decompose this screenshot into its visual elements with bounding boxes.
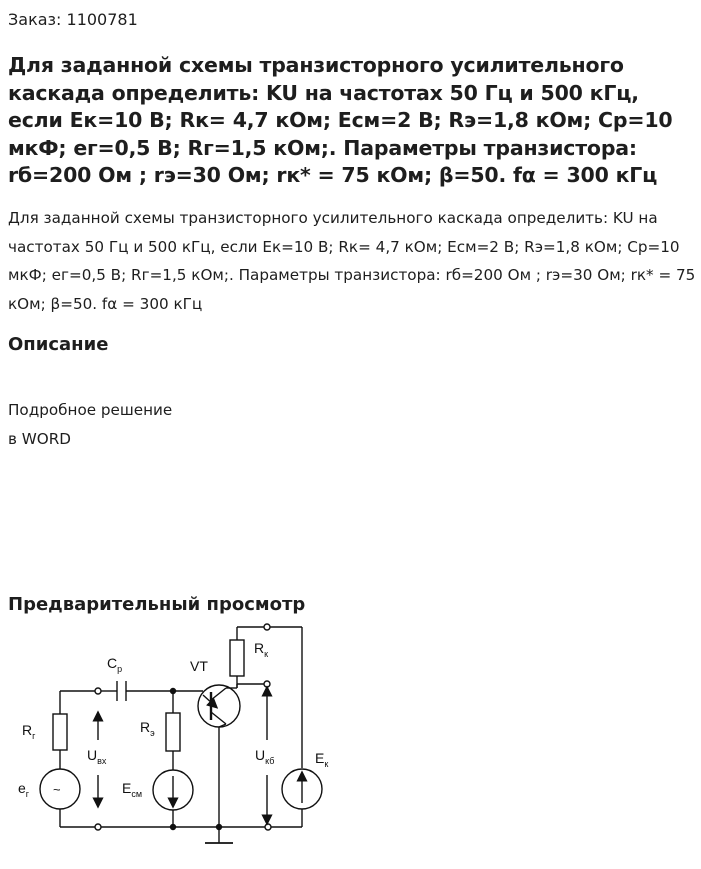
description-heading: Описание (8, 334, 109, 355)
label-ek: $E_к$ (315, 750, 329, 769)
label-cp: $C_р$ (107, 655, 123, 674)
input-terminal-bottom (95, 824, 101, 830)
resistor-rk (230, 640, 244, 676)
resistor-rg (53, 714, 67, 750)
task-title: Для заданной схемы транзисторного усилительного каскада определить: KU на частотах 50 Гц и 500 кГц, если Ек=10 В; Rк= 4,7 кОм; Eсм=2 В; Rэ=1,8 кОм; Ср=10 мкФ; ег=0,5 В; Rг=1,5 кОм;. Параметры транзистора: rб=200 Ом ; rэ=30 Ом; rк* = 75 кОм; β=50. fα = 300 кГц (8, 53, 673, 187)
circuit-schematic (0, 618, 701, 869)
resistor-re (166, 713, 180, 751)
label-gen-symbol: ~ (53, 782, 61, 797)
description-line-1: Подробное решение (8, 401, 173, 419)
label-rk: $R_к$ (254, 640, 269, 659)
transistor-vt (198, 685, 240, 727)
label-rg: $R_г$ (22, 722, 36, 741)
description-body (8, 396, 172, 453)
description-line-2: в WORD (8, 429, 71, 448)
order-number: Заказ: 1100781 (8, 10, 138, 29)
label-ukb: $U_{кб}$ (255, 747, 275, 766)
label-vt: VT (190, 658, 208, 674)
label-uvx: $U_{вх}$ (87, 747, 107, 766)
label-eg: $e_г$ (18, 780, 30, 799)
label-ecm: $E_{см}$ (122, 780, 143, 799)
task-description: Для заданной схемы транзисторного усилительного каскада определить: KU на частотах 50 Гц и 500 кГц, если Ек=10 В; Rк= 4,7 кОм; Eсм=2 В; Rэ=1,8 кОм; Ср=10 мкФ; ег=0,5 В; Rг=1,5 кОм;. Параметры транзистора: rб=200 Ом ; rэ=30 Ом; rк* = 75 кОм; β=50. fα = 300 кГц (8, 209, 696, 313)
input-terminal-top (95, 688, 101, 694)
preview-heading: Предварительный просмотр (8, 594, 306, 615)
label-re: $R_э$ (140, 719, 155, 738)
